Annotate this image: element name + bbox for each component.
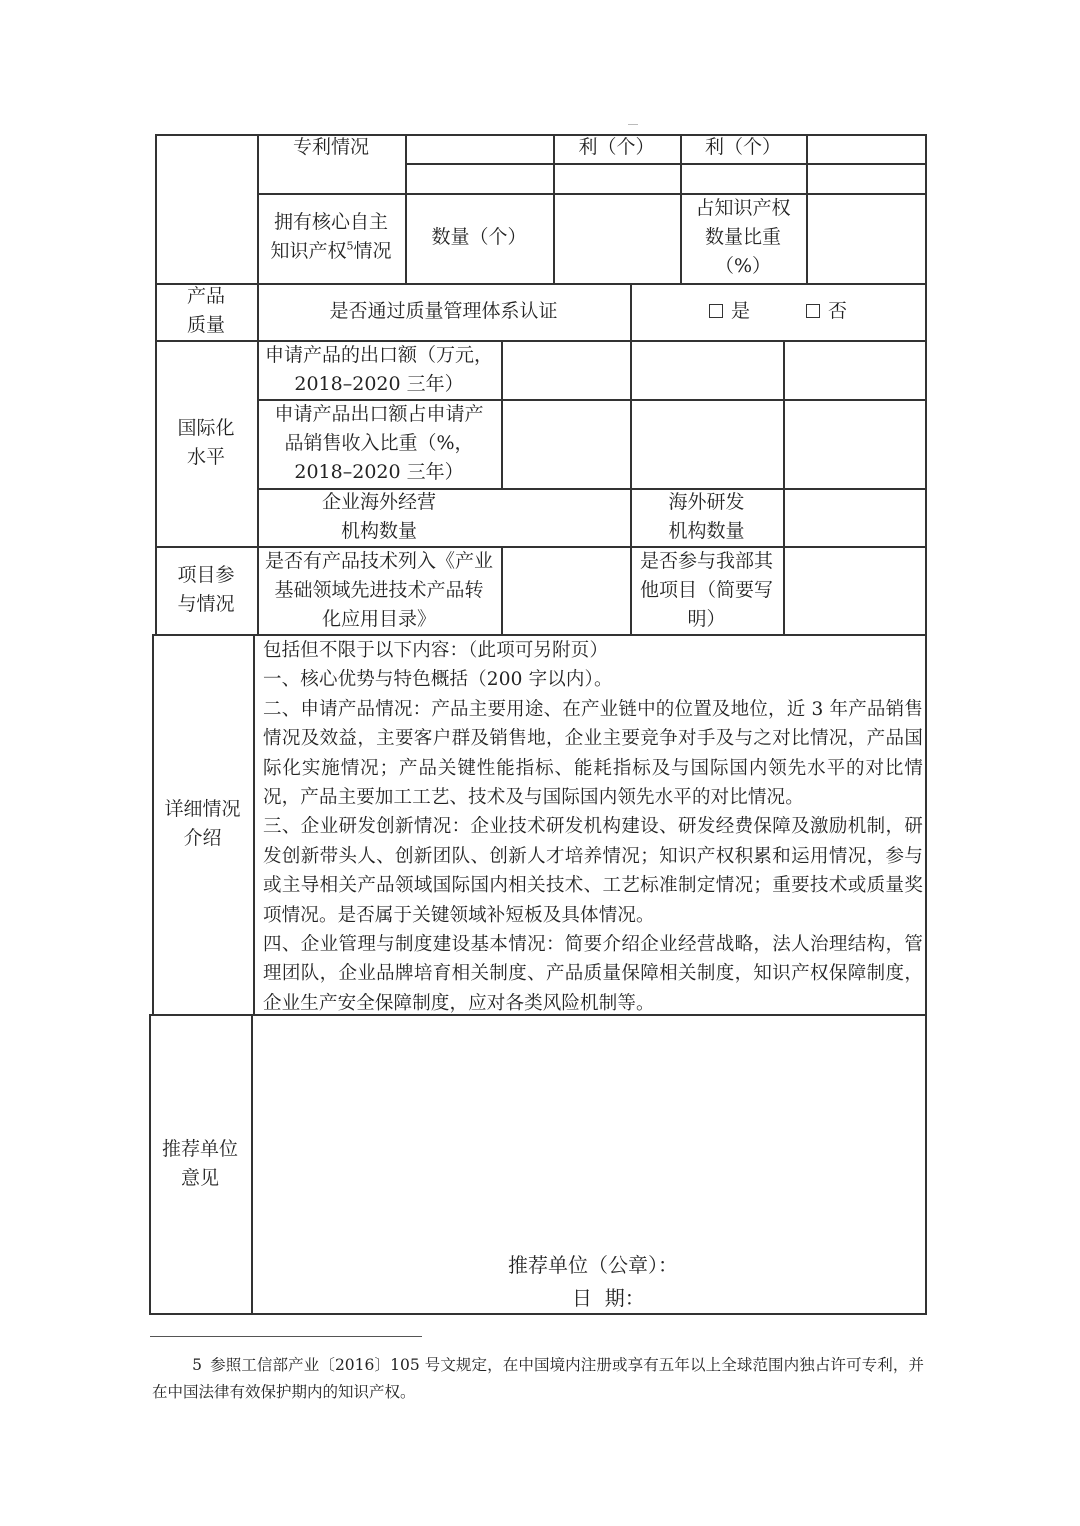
footnote-rule (150, 1336, 422, 1337)
international-section-line1: 国际化 (177, 417, 235, 439)
table-rule (501, 546, 503, 634)
export-amount-line1: 申请产品的出口额（万元， (264, 344, 493, 366)
details-section-line2: 介绍 (183, 827, 222, 849)
catalog-question-line1: 是否有产品技术列入《产业 (264, 550, 493, 572)
export-ratio-line2: 品销售收入比重（%， (284, 432, 474, 454)
details-section-label (152, 795, 253, 853)
table-rule (155, 283, 927, 285)
international-section-line2: 水平 (186, 446, 225, 468)
catalog-question-line3: 化应用目录》 (321, 608, 436, 630)
core-ip-ratio-line2: 数量比重 (704, 226, 781, 248)
core-ip-ratio-line3: （%） (714, 255, 772, 277)
core-ip-ratio-label (680, 194, 806, 281)
patent-label: 专利情况 (292, 136, 369, 158)
patent-col-a: 利（个） (578, 136, 655, 158)
core-ip-label (257, 208, 405, 266)
table-rule (501, 340, 503, 488)
overseas-ops-label (257, 488, 501, 546)
project-section-line1: 项目参 (177, 564, 235, 586)
catalog-question (257, 547, 501, 634)
other-project-line3: 明） (687, 608, 726, 630)
overseas-ops-line1: 企业海外经营 (321, 491, 436, 513)
details-line: 三、企业研发创新情况：企业技术研发机构建设、研发经费保障及激励机制，研发创新带头人、创新团队、创新人才培养情况；知识产权积累和运用情况，参与或主导相关产品领域国际国内相关技术、工艺标准制定情况；重要技术或质量奖项情况。是否属于关键领域补短板及具体情况。 (263, 816, 923, 926)
footnote-ref: 5 (346, 239, 354, 253)
overseas-rd-label (630, 488, 783, 546)
project-section-label (155, 561, 257, 619)
recommend-section-line2: 意见 (180, 1167, 219, 1189)
details-line: 包括但不限于以下内容：（此项可另附页） (263, 640, 609, 661)
recommend-section-label (149, 1135, 251, 1193)
quality-no-option[interactable] (806, 297, 847, 326)
overseas-ops-line2: 机构数量 (340, 520, 417, 542)
overseas-rd-line2: 机构数量 (668, 520, 745, 542)
core-ip-label-suffix: 情况 (353, 240, 392, 262)
patent-col-b: 利（个） (704, 136, 781, 158)
core-ip-label-line1: 拥有核心自主 (273, 211, 388, 233)
quality-section-line1: 产品 (186, 285, 225, 307)
yes-label: 是 (731, 300, 751, 322)
table-rule (253, 634, 255, 1015)
no-label: 否 (828, 300, 848, 322)
other-project-question (630, 547, 783, 634)
other-project-line1: 是否参与我部其 (639, 550, 773, 572)
table-rule (155, 134, 157, 634)
export-ratio-label (257, 400, 501, 487)
table-rule (806, 134, 808, 283)
recommend-seal-label: 推荐单位（公章）： (508, 1253, 678, 1277)
table-rule (783, 340, 785, 634)
footnote-number: 5 (192, 1356, 202, 1374)
overseas-rd-line1: 海外研发 (668, 491, 745, 513)
project-section-line2: 与情况 (177, 593, 235, 615)
table-rule (925, 134, 927, 1315)
no-checkbox[interactable] (806, 304, 820, 318)
footnote (152, 1352, 924, 1406)
core-ip-ratio-line1: 占知识产权 (695, 197, 791, 219)
quality-section-line2: 质量 (186, 314, 225, 336)
yes-checkbox[interactable] (709, 304, 723, 318)
export-ratio-line3: 2018–2020 三年） (294, 461, 464, 483)
details-instructions (263, 636, 923, 1018)
details-line: 一、核心优势与特色概括（200 字以内）。 (263, 669, 613, 691)
core-ip-label-prefix: 知识产权 (270, 240, 347, 262)
table-rule (405, 134, 407, 283)
recommend-date-label: 日 期： (572, 1286, 645, 1310)
table-rule (257, 193, 927, 195)
table-rule (405, 163, 927, 165)
international-section-label (155, 414, 257, 472)
export-amount-line2: 2018–2020 三年） (294, 373, 464, 395)
quality-question: 是否通过质量管理体系认证 (329, 300, 558, 322)
recommend-section-line1: 推荐单位 (161, 1138, 238, 1160)
details-line: 四、企业管理与制度建设基本情况：简要介绍企业经营战略，法人治理结构，管理团队，企业品牌培育相关制度、产品质量保障相关制度，知识产权保障制度，企业生产安全保障制度，应对各类风险机制等。 (263, 934, 923, 1014)
export-amount-label (257, 341, 501, 399)
catalog-question-line2: 基础领域先进技术产品转 (274, 579, 484, 601)
quality-yes-option[interactable] (709, 297, 750, 326)
export-ratio-line1: 申请产品出口额占申请产 (274, 403, 484, 425)
details-line: 二、申请产品情况：产品主要用途、在产业链中的位置及地位，近 3 年产品销售情况及效益，主要客户群及销售地，企业主要竞争对手及与之对比情况，产品国际化实施情况；产品关键性能指标、能耗指标及与国际国内领先水平的对比情况，产品主要加工工艺、技术及与国际国内领先水平的对比情况。 (263, 698, 923, 809)
footnote-text: 参照工信部产业〔2016〕105 号文规定，在中国境内注册或享有五年以上全球范围内独占许可专利，并在中国法律有效保护期内的知识产权。 (152, 1356, 924, 1401)
table-rule (251, 1014, 253, 1315)
other-project-line2: 他项目（简要写 (639, 579, 773, 601)
details-section-line1: 详细情况 (164, 798, 241, 820)
core-ip-quantity-label: 数量（个） (431, 226, 527, 248)
table-rule (149, 1313, 925, 1315)
table-rule (630, 283, 632, 340)
quality-section-label (155, 282, 257, 340)
core-ip-label-line2 (257, 237, 405, 266)
